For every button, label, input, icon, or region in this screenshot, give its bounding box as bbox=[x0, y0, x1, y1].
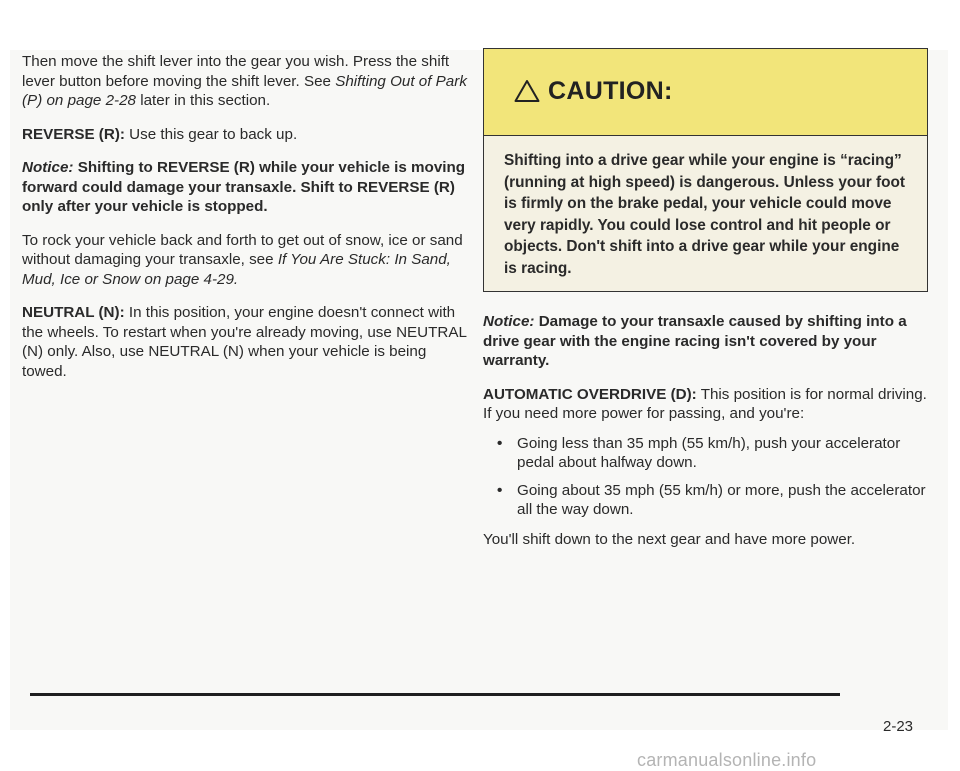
right-column bbox=[483, 48, 928, 563]
neutral-label: NEUTRAL (N): bbox=[22, 304, 125, 321]
list-item: • Going about 35 mph (55 km/h) or more, push the accelerator all the way down. bbox=[483, 481, 928, 520]
reverse-label: REVERSE (R): bbox=[22, 125, 125, 143]
reverse-paragraph: REVERSE (R): Use this gear to back up. bbox=[22, 125, 298, 143]
left-column bbox=[22, 52, 472, 395]
overdrive-label: AUTOMATIC OVERDRIVE (D): bbox=[483, 385, 697, 403]
list-item: • Going less than 35 mph (55 km/h), push your accelerator pedal about halfway down. bbox=[483, 434, 928, 473]
if-you-are-stuck-reference: If You Are Stuck: In Sand, Mud, Ice or Snow on page 4-29. bbox=[22, 251, 451, 288]
page-number: 2-23 bbox=[883, 718, 914, 735]
notice-reverse: Notice: Shifting to REVERSE (R) while your vehicle is moving forward could damage your transaxle. Shift to REVERSE (R) only after your vehicle is stopped. bbox=[22, 159, 466, 215]
notice-label: Notice: bbox=[483, 313, 535, 330]
warning-triangle-icon bbox=[514, 79, 540, 106]
footer-rule bbox=[30, 693, 840, 696]
neutral-paragraph: NEUTRAL (N): In this position, your engine doesn't connect with the wheels. To restart when you're already moving, use NEUTRAL (N) only. Also, use NEUTRAL (N) when your vehicle is being towed. bbox=[22, 304, 467, 380]
caution-header bbox=[484, 49, 927, 136]
caution-title: CAUTION: bbox=[548, 77, 673, 106]
final-paragraph: You'll shift down to the next gear and have more power. bbox=[483, 530, 856, 548]
intro-paragraph: Then move the shift lever into the gear you wish. Press the shift lever button before moving the shift lever. See Shifting Out of Park (P) on page 2-28 later in this section. bbox=[22, 53, 467, 109]
notice-warranty: Notice: Damage to your transaxle caused by shifting into a drive gear with the engine racing isn't covered by your warranty. bbox=[483, 313, 907, 369]
overdrive-bullets bbox=[483, 434, 928, 520]
watermark: carmanualsonline.info bbox=[637, 750, 817, 770]
rock-vehicle-paragraph: To rock your vehicle back and forth to get out of snow, ice or sand without damaging your transaxle, see If You Are Stuck: In Sand, Mud, Ice or Snow on page 4-29. bbox=[22, 231, 463, 288]
caution-body: Shifting into a drive gear while your engine is “racing” (running at high speed) is dangerous. Unless your foot is firmly on the brake pedal, your vehicle could move very rapidly. You could lose control and hit people or objects. Don't shift into a drive gear while your engine is racing. bbox=[484, 136, 927, 291]
shifting-out-of-park-reference: Shifting Out of Park (P) on page 2-28 bbox=[22, 72, 467, 109]
notice-label: Notice: bbox=[22, 159, 74, 176]
caution-box bbox=[483, 48, 928, 292]
overdrive-paragraph: AUTOMATIC OVERDRIVE (D): This position is for normal driving. If you need more power for passing, and you're: bbox=[483, 385, 927, 422]
